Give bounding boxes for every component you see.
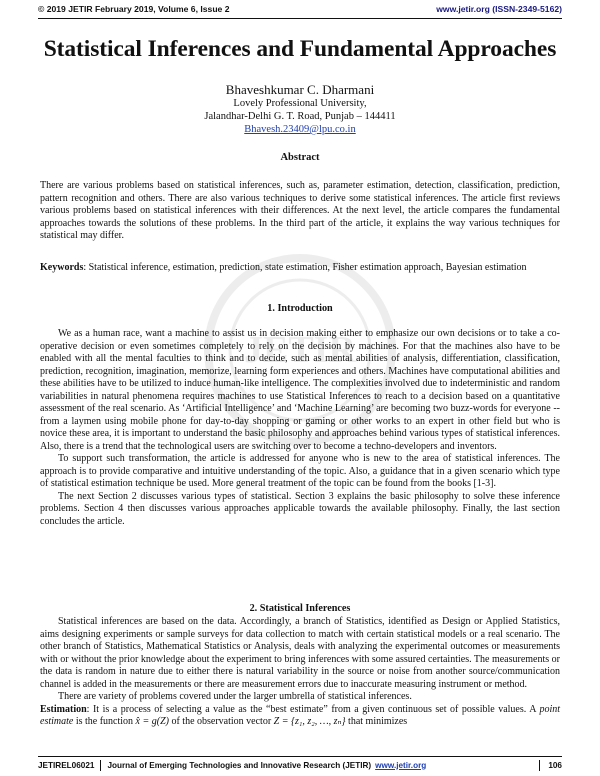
estimation-paragraph bbox=[40, 704, 560, 729]
running-header bbox=[38, 4, 562, 16]
author-affiliation: Lovely Professional University, bbox=[233, 98, 367, 109]
section-1-body bbox=[40, 328, 560, 528]
footer-url-link[interactable]: www.jetir.org bbox=[375, 760, 427, 770]
paper-title: Statistical Inferences and Fundamental Approaches bbox=[43, 36, 557, 62]
section-2-paragraph: There are variety of problems covered under the larger umbrella of statistical inferences. bbox=[58, 691, 412, 702]
estimation-formula-1: x̂ = g(Z) bbox=[135, 716, 169, 727]
keywords-label: Keywords bbox=[40, 262, 84, 273]
footer-divider bbox=[38, 756, 562, 757]
author-block bbox=[60, 82, 540, 136]
header-right[interactable]: www.jetir.org (ISSN-2349-5162) bbox=[436, 4, 562, 14]
section-1-paragraph: The next Section 2 discusses various types of statistical. Section 3 explains the basic philosophy to solve these inference problems. Section 4 then discusses various approaches applicable towards the available philosophy. Finally, the last section concludes the article. bbox=[40, 490, 560, 527]
footer-journal: Journal of Emerging Technologies and Innovative Research (JETIR) bbox=[107, 760, 372, 770]
section-2-heading: 2. Statistical Inferences bbox=[249, 603, 351, 614]
section-2-paragraph: Statistical inferences are based on the data. Accordingly, a branch of Statistics, identified as Design or Applied Statistics, aims designing experiments or sample surveys for data collection to match with certain statistical models or a real scenario. The other branch of Statistics, Mathematical Statistics or Analysis, deals with analyzing the experimental outcomes or measurements with or without the prior knowledge about the experiment to bring inferences with some assured certainties. The measurements or the data is random in nature due to either there is natural variability in the source or noise from another source/communication channel is added in the measurements or there are measurement errors due to inaccurate measuring instrument or method. bbox=[40, 616, 560, 690]
point-estimate-term: point estimate bbox=[40, 703, 560, 727]
section-1-paragraph: We as a human race, want a machine to assist us in decision making either to emphasize our own decisions or to take a co-operative decision or even sometimes completely to rely on the decision by machines. For that the machines also have to be enabled with all the mental faculties to think and to decide, such as mental abilities of analysis, differentiation, classification, prediction, recognition, imagination, memorize, learning form experiences and others. Machines have computational abilities and these abilities have to be utilized to induce human-like intelligence. The complexities involved due to indeterministic and random variabilities in natural phenomena requires machines to use Statistical Inferences to reach to a decision based on a quantitative assessment of the real scenario. As ‘Artificial Intelligence’ and ‘Machine Learning’ are becoming two buzz-words for everyone -- from a laymen using mobile phone for day-to-day shopping or gaming or other works to an expert in other field but who is novice these area, it is important to understand the basic philosophy and approaches behind various types of statistical inferences. Also, there is a trend that the technological users are switching over to become a techno-developers and inventors. bbox=[40, 328, 560, 452]
page-number: 106 bbox=[548, 760, 562, 770]
abstract-text: There are various problems based on statistical inferences, such as, parameter estimation, detection, classification, prediction, pattern recognition and others. There are also various techniques to derive some statistical inferences. The article first reviews various problems based on statistical inferences with their differences. At the next level, the article compares the fundamental approaches towards the solutions of these problems. In the third part of the article, it explains the way various techniques for statistical may differ. bbox=[40, 180, 560, 241]
running-footer bbox=[38, 759, 562, 771]
keywords-text: : Statistical inference, estimation, prediction, state estimation, Fisher estimation approach, Bayesian estimation bbox=[83, 262, 527, 273]
estimation-label: Estimation bbox=[40, 703, 87, 715]
header-divider bbox=[38, 18, 562, 19]
watermark-text: JETIR bbox=[244, 329, 356, 371]
keywords bbox=[40, 262, 560, 275]
estimation-text-b: is the function bbox=[73, 716, 136, 727]
estimation-text-c: of the observation vector bbox=[168, 716, 274, 727]
footer-code: JETIREL06021 bbox=[38, 760, 95, 770]
section-1-paragraph: To support such transformation, the article is addressed for anyone who is new to the area of statistical inferences. The approach is to provide comparative and intuitive understanding of the topic. Also, a guidance that in a given scenario which type of statistical estimation technique be used. More general treatment of the topic can be found from the books [1-3]. bbox=[40, 453, 560, 489]
abstract-heading: Abstract bbox=[280, 152, 320, 163]
estimation-formula-2: Z = {z₁, z₂, …, zₙ} bbox=[273, 716, 346, 727]
author-address: Jalandhar-Delhi G. T. Road, Punjab – 144411 bbox=[204, 111, 396, 122]
author-name: Bhaveshkumar C. Dharmani bbox=[225, 82, 375, 97]
estimation-text-d: that minimizes bbox=[345, 716, 408, 727]
header-left: © 2019 JETIR February 2019, Volume 6, Issue 2 bbox=[38, 4, 230, 14]
author-email-link[interactable]: Bhavesh.23409@lpu.co.in bbox=[244, 124, 356, 135]
section-1-heading: 1. Introduction bbox=[267, 303, 333, 314]
footer-separator bbox=[100, 760, 101, 771]
estimation-text-a: : It is a process of selecting a value as the “best estimate” from a given continuous set of possible values. A bbox=[86, 703, 540, 715]
footer-separator bbox=[539, 760, 540, 771]
section-2-body bbox=[40, 616, 560, 729]
